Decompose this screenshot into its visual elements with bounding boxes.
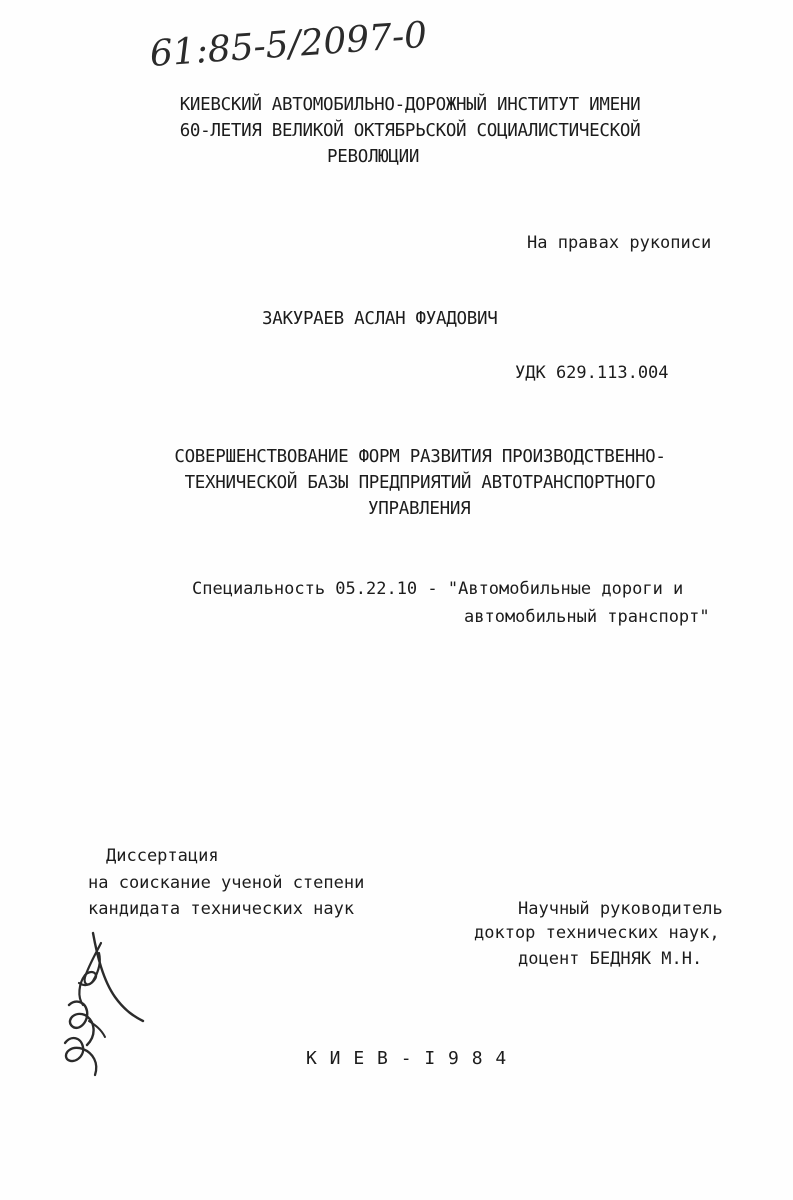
supervisor-line-2: доктор технических наук, [474, 923, 720, 943]
dissertation-line-2: на соискание ученой степени [88, 873, 365, 893]
title-line-1: СОВЕРШЕНСТВОВАНИЕ ФОРМ РАЗВИТИЯ ПРОИЗВОДСТВЕННО- [174, 447, 666, 467]
title-line-2: ТЕХНИЧЕСКОЙ БАЗЫ ПРЕДПРИЯТИЙ АВТОТРАНСПОРТНОГО [184, 473, 656, 493]
archive-number-handwritten: 61:85-5/2097-0 [148, 14, 429, 75]
dissertation-line-1: Диссертация [106, 846, 219, 866]
udc-code: УДК 629.113.004 [515, 363, 669, 383]
author-name: ЗАКУРАЕВ АСЛАН ФУАДОВИЧ [262, 309, 498, 329]
specialty-line-2: автомобильный транспорт" [464, 607, 710, 627]
dissertation-line-3: кандидата технических наук [88, 899, 355, 919]
supervisor-line-1: Научный руководитель [518, 899, 723, 919]
supervisor-line-3: доцент БЕДНЯК М.Н. [518, 949, 703, 969]
manuscript-rights: На правах рукописи [527, 233, 712, 253]
specialty-line-1: Специальность 05.22.10 - "Автомобильные дороги и [192, 579, 684, 599]
institute-line-1: КИЕВСКИЙ АВТОМОБИЛЬНО-ДОРОЖНЫЙ ИНСТИТУТ ИМЕНИ [179, 95, 641, 115]
handwritten-signature [55, 925, 155, 1085]
city-year: К И Е В - I 9 8 4 [306, 1048, 508, 1069]
institute-line-3: РЕВОЛЮЦИИ [327, 147, 420, 167]
title-line-3: УПРАВЛЕНИЯ [368, 499, 471, 519]
institute-line-2: 60-ЛЕТИЯ ВЕЛИКОЙ ОКТЯБРЬСКОЙ СОЦИАЛИСТИЧЕСКОЙ [179, 121, 641, 141]
